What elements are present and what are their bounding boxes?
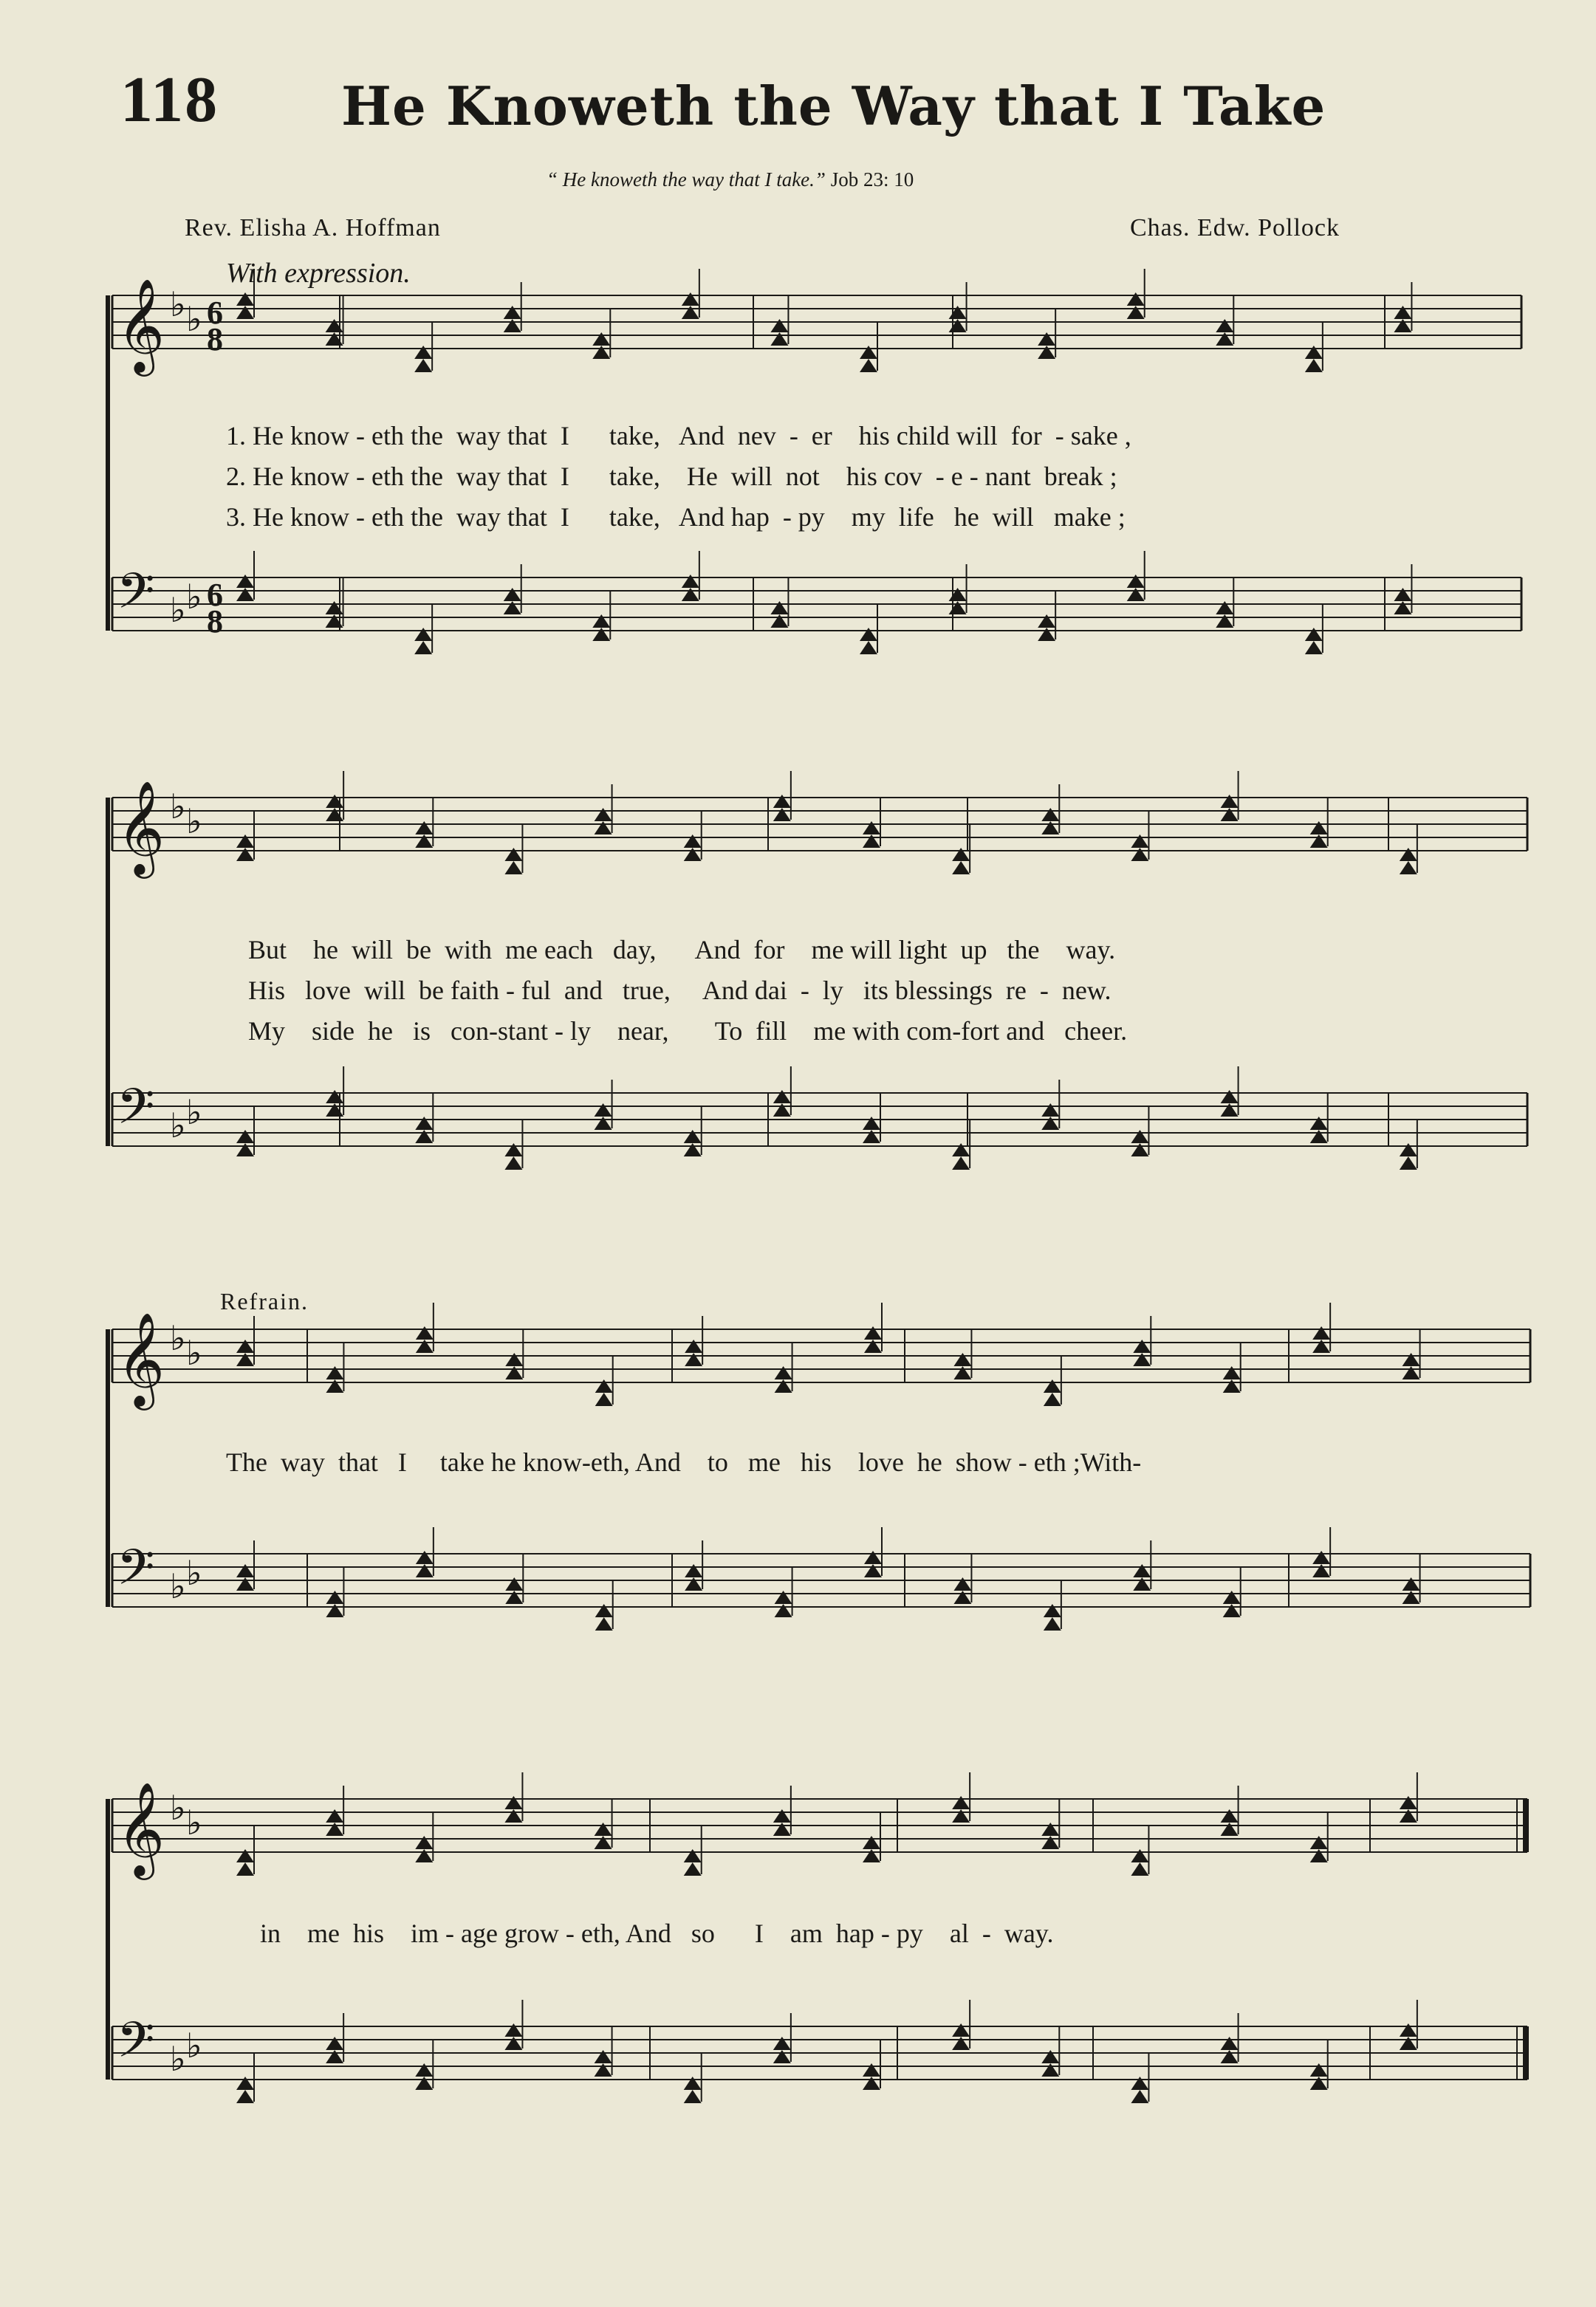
note-head <box>326 1366 343 1379</box>
note-head <box>864 1340 882 1353</box>
note-head <box>595 1103 612 1117</box>
note-head <box>1305 628 1323 641</box>
note-head <box>863 2063 880 2077</box>
note-head <box>595 1117 612 1130</box>
note-head <box>1041 1103 1059 1117</box>
note-head <box>684 1862 702 1876</box>
flat-icon: ♭ <box>186 1803 202 1842</box>
flat-icon: ♭ <box>186 1553 202 1593</box>
note-head <box>1041 2050 1059 2063</box>
note-head <box>1044 1379 1061 1393</box>
note-head <box>1312 1340 1330 1353</box>
treble-clef-icon: 𝄞 <box>117 278 165 372</box>
verse-3-line-1: 3. He know - eth the way that I take, And hap - py my life he will make ; <box>226 502 1126 532</box>
note-head <box>684 2077 702 2090</box>
note-head <box>1400 1143 1417 1156</box>
note-head <box>685 1577 702 1591</box>
note-head <box>1038 614 1055 628</box>
note-head <box>1310 2077 1328 2090</box>
note-head <box>863 1849 880 1862</box>
note-head <box>416 1564 434 1577</box>
note-head <box>1133 1564 1151 1577</box>
note-head <box>504 861 522 874</box>
note-head <box>504 1809 522 1823</box>
note-head <box>953 1577 971 1591</box>
note-head <box>684 1143 702 1156</box>
note-head <box>414 359 432 372</box>
note-head <box>595 808 612 821</box>
note-head <box>864 1326 882 1340</box>
note-head <box>1216 601 1233 614</box>
note-head <box>1310 1117 1328 1130</box>
note-head <box>953 1353 971 1366</box>
refrain-line-1: The way that I take he know-eth, And to me his love he show - eth ;With- <box>226 1447 1142 1477</box>
note-head <box>773 1090 791 1103</box>
note-head <box>1221 795 1239 808</box>
note-head <box>770 332 788 346</box>
note-head <box>863 834 880 848</box>
note-head <box>860 359 877 372</box>
note-head <box>1400 2023 1417 2037</box>
note-head <box>684 1849 702 1862</box>
note-head <box>595 821 612 834</box>
note-head <box>1400 861 1417 874</box>
note-head <box>1041 808 1059 821</box>
note-head <box>1221 2037 1239 2050</box>
note-head <box>953 1591 971 1604</box>
note-head <box>414 346 432 359</box>
note-head <box>504 588 521 601</box>
flat-icon: ♭ <box>170 786 186 826</box>
note-head <box>504 1143 522 1156</box>
note-head <box>326 1604 343 1617</box>
note-head <box>770 614 788 628</box>
verse-1-line-1: 1. He know - eth the way that I take, And nev - er his child will for - sake , <box>226 421 1131 450</box>
lyricist-credit: Rev. Elisha A. Hoffman <box>185 214 441 241</box>
note-head <box>1400 848 1417 861</box>
flat-icon: ♭ <box>186 1333 202 1373</box>
note-head <box>684 834 702 848</box>
note-head <box>863 1130 880 1143</box>
note-head <box>1127 575 1145 588</box>
flat-icon: ♭ <box>170 1566 186 1606</box>
note-head <box>775 1604 792 1617</box>
bass-clef-icon: 𝄢 <box>117 563 155 631</box>
flat-icon: ♭ <box>186 1092 202 1132</box>
note-head <box>236 588 254 601</box>
scripture-reference: Job 23: 10 <box>830 168 914 191</box>
note-head <box>863 1836 880 1849</box>
verse-3-line-2: My side he is con-stant - ly near, To fill me with com-fort and cheer. <box>248 1016 1128 1046</box>
note-head <box>236 2077 254 2090</box>
note-head <box>415 1849 433 1862</box>
note-head <box>1312 1564 1330 1577</box>
note-head <box>860 346 877 359</box>
note-head <box>1216 332 1233 346</box>
note-head <box>416 1326 434 1340</box>
note-head <box>1038 628 1055 641</box>
note-head <box>415 821 433 834</box>
note-head <box>1131 2090 1148 2103</box>
note-head <box>504 2037 522 2050</box>
note-head <box>1310 1849 1328 1862</box>
note-head <box>1131 1862 1148 1876</box>
note-head <box>682 292 699 306</box>
note-head <box>236 834 254 848</box>
note-head <box>595 2063 612 2077</box>
note-head <box>505 1366 523 1379</box>
note-head <box>952 861 970 874</box>
time-signature: 6 <box>207 295 223 331</box>
note-head <box>1223 1604 1241 1617</box>
note-head <box>1131 1130 1148 1143</box>
hymn-number: 118 <box>120 64 219 136</box>
note-head <box>952 1156 970 1170</box>
note-head <box>682 306 699 319</box>
note-head <box>326 1823 343 1836</box>
hymn-title: He Knoweth the Way that I Take <box>341 75 1326 137</box>
note-head <box>1221 1823 1239 1836</box>
note-head <box>1223 1591 1241 1604</box>
note-head <box>949 319 967 332</box>
note-head <box>504 1156 522 1170</box>
note-head <box>1305 346 1323 359</box>
note-head <box>1127 292 1145 306</box>
flat-icon: ♭ <box>170 1105 186 1145</box>
flat-icon: ♭ <box>186 801 202 841</box>
note-head <box>1310 834 1328 848</box>
time-signature: 8 <box>207 603 223 640</box>
note-head <box>1394 601 1411 614</box>
note-head <box>773 808 791 821</box>
note-head <box>595 1379 613 1393</box>
note-head <box>953 1366 971 1379</box>
note-head <box>1133 1340 1151 1353</box>
note-head <box>236 1143 254 1156</box>
note-head <box>1038 346 1055 359</box>
note-head <box>1041 2063 1059 2077</box>
note-head <box>504 1796 522 1809</box>
note-head <box>1127 306 1145 319</box>
note-head <box>236 1862 254 1876</box>
note-head <box>684 848 702 861</box>
scripture-quote: “ He knoweth the way that I take.” <box>547 168 826 191</box>
refrain-label: Refrain. <box>220 1288 309 1314</box>
note-head <box>773 1103 791 1117</box>
note-head <box>1403 1353 1420 1366</box>
note-head <box>1221 1103 1239 1117</box>
note-head <box>1216 614 1233 628</box>
note-head <box>236 1577 254 1591</box>
note-head <box>236 292 254 306</box>
flat-icon: ♭ <box>170 1318 186 1358</box>
note-head <box>326 2037 343 2050</box>
note-head <box>1131 1143 1148 1156</box>
note-head <box>326 1090 343 1103</box>
note-head <box>1223 1379 1241 1393</box>
bass-clef-icon: 𝄢 <box>117 2012 155 2080</box>
note-head <box>1310 2063 1328 2077</box>
note-head <box>773 1809 791 1823</box>
note-head <box>685 1564 702 1577</box>
note-head <box>504 2023 522 2037</box>
note-head <box>595 1836 612 1849</box>
note-head <box>949 306 967 319</box>
note-head <box>1223 1366 1241 1379</box>
note-head <box>504 319 521 332</box>
note-head <box>949 588 967 601</box>
note-head <box>505 1577 523 1591</box>
note-head <box>770 319 788 332</box>
note-head <box>775 1591 792 1604</box>
note-head <box>326 1591 343 1604</box>
note-head <box>415 1836 433 1849</box>
note-head <box>773 2050 791 2063</box>
note-head <box>1400 1809 1417 1823</box>
flat-icon: ♭ <box>186 2026 202 2066</box>
note-head <box>592 332 610 346</box>
note-head <box>504 848 522 861</box>
note-head <box>416 1551 434 1564</box>
note-head <box>415 1117 433 1130</box>
flat-icon: ♭ <box>170 284 186 324</box>
note-head <box>1216 319 1233 332</box>
verse-1-line-2: But he will be with me each day, And for me will light up the way. <box>248 935 1116 964</box>
note-head <box>1041 1117 1059 1130</box>
note-head <box>685 1353 702 1366</box>
note-head <box>773 795 791 808</box>
note-head <box>236 1353 254 1366</box>
note-head <box>1403 1577 1420 1591</box>
flat-icon: ♭ <box>170 1788 186 1828</box>
note-head <box>592 628 610 641</box>
flat-icon: ♭ <box>170 590 186 630</box>
note-head <box>592 614 610 628</box>
note-head <box>415 1130 433 1143</box>
verse-2-line-1: 2. He know - eth the way that I take, He will not his cov - e - nant break ; <box>226 462 1117 491</box>
note-head <box>860 628 877 641</box>
note-head <box>1131 2077 1148 2090</box>
note-head <box>1400 1156 1417 1170</box>
note-head <box>1310 1130 1328 1143</box>
note-head <box>952 2023 970 2037</box>
note-head <box>775 1379 792 1393</box>
note-head <box>595 1604 613 1617</box>
note-head <box>1305 359 1323 372</box>
note-head <box>595 2050 612 2063</box>
note-head <box>1310 821 1328 834</box>
note-head <box>1312 1326 1330 1340</box>
note-head <box>949 601 967 614</box>
note-head <box>860 641 877 654</box>
note-head <box>1312 1551 1330 1564</box>
note-head <box>505 1591 523 1604</box>
note-head <box>416 1340 434 1353</box>
note-head <box>1041 821 1059 834</box>
refrain-line-2: in me his im - age grow - eth, And so I am hap - py al - way. <box>260 1919 1054 1948</box>
note-head <box>414 628 432 641</box>
note-head <box>1041 1823 1059 1836</box>
note-head <box>1133 1353 1151 1366</box>
composer-credit: Chas. Edw. Pollock <box>1130 214 1340 241</box>
note-head <box>326 808 343 821</box>
note-head <box>326 2050 343 2063</box>
treble-clef-icon: 𝄞 <box>117 1781 165 1876</box>
note-head <box>236 1849 254 1862</box>
note-head <box>1131 834 1148 848</box>
note-head <box>1221 808 1239 821</box>
note-head <box>504 306 521 319</box>
note-head <box>685 1340 702 1353</box>
note-head <box>326 795 343 808</box>
note-head <box>415 834 433 848</box>
note-head <box>1044 1393 1061 1406</box>
note-head <box>236 848 254 861</box>
note-head <box>864 1564 882 1577</box>
note-head <box>326 1379 343 1393</box>
note-head <box>1403 1366 1420 1379</box>
flat-icon: ♭ <box>186 299 202 339</box>
note-head <box>236 1340 254 1353</box>
note-head <box>326 1809 343 1823</box>
note-head <box>775 1366 792 1379</box>
note-head <box>1305 641 1323 654</box>
note-head <box>1394 319 1411 332</box>
note-head <box>1038 332 1055 346</box>
note-head <box>415 2077 433 2090</box>
time-signature: 6 <box>207 577 223 613</box>
note-head <box>1400 1796 1417 1809</box>
time-signature: 8 <box>207 321 223 357</box>
note-head <box>682 575 699 588</box>
note-head <box>1394 588 1411 601</box>
verse-2-line-2: His love will be faith - ful and true, And dai - ly its blessings re - new. <box>248 976 1112 1005</box>
note-head <box>1221 1809 1239 1823</box>
note-head <box>1221 2050 1239 2063</box>
note-head <box>1394 306 1411 319</box>
note-head <box>684 2090 702 2103</box>
note-head <box>770 601 788 614</box>
note-head <box>1131 848 1148 861</box>
note-head <box>773 1823 791 1836</box>
note-head <box>863 1117 880 1130</box>
note-head <box>952 1809 970 1823</box>
note-head <box>1044 1604 1061 1617</box>
note-head <box>326 1103 343 1117</box>
note-head <box>773 2037 791 2050</box>
note-head <box>1403 1591 1420 1604</box>
note-head <box>592 346 610 359</box>
treble-clef-icon: 𝄞 <box>117 780 165 874</box>
note-head <box>952 2037 970 2050</box>
note-head <box>952 1796 970 1809</box>
note-head <box>1400 2037 1417 2050</box>
bass-clef-icon: 𝄢 <box>117 1539 155 1608</box>
note-head <box>684 1130 702 1143</box>
note-head <box>1133 1577 1151 1591</box>
note-head <box>414 641 432 654</box>
flat-icon: ♭ <box>170 2039 186 2079</box>
note-head <box>504 601 521 614</box>
treble-clef-icon: 𝄞 <box>117 1312 165 1406</box>
note-head <box>415 2063 433 2077</box>
note-head <box>863 2077 880 2090</box>
note-head <box>1310 1836 1328 1849</box>
note-head <box>682 588 699 601</box>
note-head <box>236 575 254 588</box>
note-head <box>595 1393 613 1406</box>
note-head <box>863 821 880 834</box>
note-head <box>236 306 254 319</box>
note-head <box>1221 1090 1239 1103</box>
note-head <box>236 1130 254 1143</box>
note-head <box>1127 588 1145 601</box>
note-head <box>236 2090 254 2103</box>
note-head <box>595 1617 613 1631</box>
note-head <box>1041 1836 1059 1849</box>
note-head <box>864 1551 882 1564</box>
note-head <box>236 1564 254 1577</box>
flat-icon: ♭ <box>186 577 202 617</box>
note-head <box>1044 1617 1061 1631</box>
note-head <box>595 1823 612 1836</box>
note-head <box>1131 1849 1148 1862</box>
tempo-marking: With expression. <box>226 258 411 289</box>
bass-clef-icon: 𝄢 <box>117 1078 155 1147</box>
note-head <box>505 1353 523 1366</box>
